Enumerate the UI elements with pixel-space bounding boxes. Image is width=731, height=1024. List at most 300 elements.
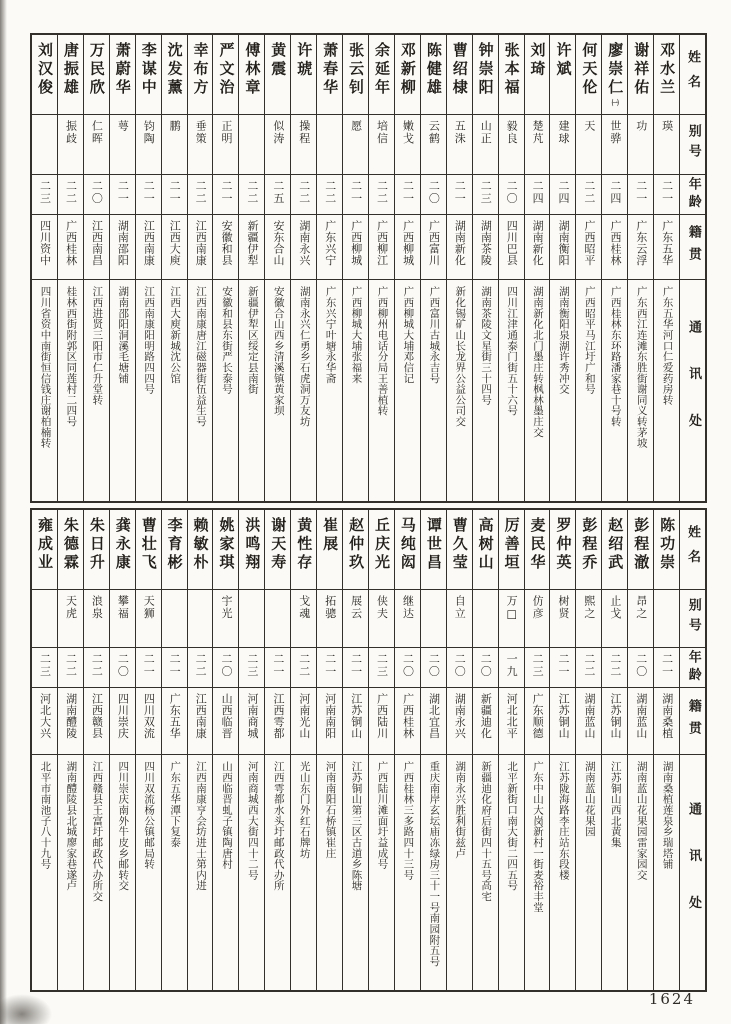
name-cell: 谭世昌 [424,517,443,572]
name-cell: 彭程乔 [580,517,599,572]
person-column [627,510,653,990]
address-cell: 四川崇庆南外牛皮乡邮转交 [110,754,135,990]
age-cell: 二〇 [213,647,238,687]
person-column [83,510,109,990]
address-cell: 湖南永兴仁勇乡石虎洞万友坊 [291,279,316,501]
address-cell: 湖南醴陵县北城廖家巷遂卢 [58,754,83,990]
native-place-cell: 新疆伊犁 [239,214,264,279]
alias-cell: 云鹤 [421,114,446,174]
alias-cell [421,589,446,647]
address-cell: 广西陆川滩面圩益成号 [369,754,394,990]
person-column [32,510,57,990]
address-cell: 广东西江连滩东胜街谢同义转茅坡 [628,279,653,501]
name-cell: 何天伦 [580,42,599,97]
age-cell: 二一 [162,647,187,687]
alias-cell: 展云 [343,589,368,647]
alias-cell [32,589,57,647]
alias-cell: 攀福 [110,589,135,647]
person-column [316,35,342,501]
age-cell: 二〇 [110,647,135,687]
alias-cell: 熙之 [576,589,601,647]
person-column [368,35,394,501]
name-footnote-mark: ㈠ [611,98,620,106]
age-cell: 二三 [525,647,550,687]
native-place-cell: 河南光山 [291,687,316,754]
person-column [238,510,264,990]
name-cell: 龚永康 [113,517,132,572]
age-cell: 二一 [136,647,161,687]
person-column [549,510,575,990]
native-place-cell: 湖北宜昌 [421,687,446,754]
alias-cell: 天 [576,114,601,174]
native-place-cell: 湖南邵阳 [110,214,135,279]
native-place-cell: 新疆迪化 [473,687,498,754]
native-place-cell: 湖南蓝山 [628,687,653,754]
native-place-cell: 江苏铜山 [343,687,368,754]
age-cell: 二一 [628,174,653,214]
alias-cell: 楚芃 [525,114,550,174]
name-cell: 赵仲玖 [347,517,366,572]
native-place-cell: 江西赣县 [84,687,109,754]
address-cell: 江西南康唐江磁器街伍益生号 [188,279,213,501]
address-cell: 广西柳州电话分局王善植转 [369,279,394,501]
person-column [161,510,187,990]
address-cell: 安徽和县东街严长泰号 [213,279,238,501]
person-column [601,35,627,501]
name-cell: 高树山 [476,517,495,572]
person-column [472,35,498,501]
native-place-cell: 湖南永兴 [447,687,472,754]
alias-cell [473,589,498,647]
address-cell: 四川双流杨公镇邮局转 [136,754,161,990]
person-column [575,35,601,501]
alias-cell: 天虎 [58,589,83,647]
address-cell: 江西大庾新城沈公馆 [162,279,187,501]
person-column [83,35,109,501]
person-column [601,510,627,990]
age-cell: 二一 [343,647,368,687]
name-cell: 许琥 [295,42,314,79]
age-cell: 二五 [265,174,290,214]
age-cell: 二一 [110,174,135,214]
person-column [342,35,368,501]
native-place-cell: 湖南永兴 [291,214,316,279]
native-place-cell: 湖南蓝山 [576,687,601,754]
name-cell: 赵绍武 [606,517,625,572]
person-column [57,510,83,990]
address-cell: 光山东门外红石牌坊 [291,754,316,990]
person-column [212,35,238,501]
name-cell: 麦民华 [528,517,547,572]
person-column [316,510,342,990]
address-cell: 广东五华河口仁爱药房转 [654,279,679,501]
row-header-age: 年龄 [680,174,705,214]
age-cell: 二〇 [473,647,498,687]
address-cell: 北平市南池子八十九号 [32,754,57,990]
address-cell: 江西南康阳明路四四号 [136,279,161,501]
age-cell: 二三 [239,647,264,687]
row-header-name: 姓名 [685,49,701,100]
age-cell: 二〇 [421,647,446,687]
age-cell: 二一 [447,174,472,214]
address-cell: 广东兴宁叶塘永华斋 [317,279,342,501]
age-cell: 二二 [317,174,342,214]
alias-cell: 万□ [499,589,524,647]
address-cell: 江西进贤三阳市仁升堂转 [84,279,109,501]
address-cell: 河南南阳石桥镇崔庄 [317,754,342,990]
native-place-cell: 四川资中 [32,214,57,279]
address-cell: 江西赣县王富圩邮政代办所交 [84,754,109,990]
age-cell: 二〇 [84,174,109,214]
alias-cell: 拓骢 [317,589,342,647]
directory-table-top [30,33,707,503]
alias-cell [188,589,213,647]
alias-cell: 萼 [110,114,135,174]
alias-cell: 戈魂 [291,589,316,647]
alias-cell: 建球 [550,114,575,174]
age-cell: 二一 [654,174,679,214]
address-cell: 广西柳城大埔邓信记 [395,279,420,501]
age-cell: 一九 [499,647,524,687]
native-place-cell: 安徽和县 [213,214,238,279]
alias-cell: 仁晖 [84,114,109,174]
header-column [679,510,705,990]
native-place-cell: 河北大兴 [32,687,57,754]
native-place-cell: 广西柳城 [343,214,368,279]
address-cell: 湖南邵阳洞溪毛塘铺 [110,279,135,501]
address-cell: 江西雩都水头圩邮政代办所 [265,754,290,990]
native-place-cell: 广西桂林 [395,687,420,754]
name-cell: 朱德霖 [61,517,80,572]
name-cell: 曹壮飞 [139,517,158,572]
native-place-cell: 河南南阳 [317,687,342,754]
address-cell: 四川江津通泰门街五十六号 [499,279,524,501]
alias-cell: 正明 [213,114,238,174]
age-cell: 二二 [188,647,213,687]
alias-cell: 自立 [447,589,472,647]
native-place-cell: 广东顺德 [525,687,550,754]
native-place-cell: 江西大庾 [162,214,187,279]
age-cell: 二二 [188,174,213,214]
alias-cell: 继达 [395,589,420,647]
native-place-cell: 广东五华 [654,214,679,279]
alias-cell: 瑛 [654,114,679,174]
native-place-cell: 江西南昌 [84,214,109,279]
name-cell: 陈健雄 [424,42,443,97]
alias-cell [265,589,290,647]
address-cell: 安徽合山西乡清溪镇黄家坝 [265,279,290,501]
address-cell: 湖南衡阳泉湖许秀冲交 [550,279,575,501]
name-cell: 罗仲英 [554,517,573,572]
address-cell: 北平新街口南大街二四五号 [499,754,524,990]
age-cell: 二一 [654,647,679,687]
name-cell: 刘汉俊 [36,42,54,97]
name-cell: 萧春华 [321,42,340,97]
person-column [161,35,187,501]
name-cell: 姚家琪 [217,517,236,572]
alias-cell: 世骅 [602,114,627,174]
name-cell: 廖崇仁 ㈠ [606,42,625,106]
row-header-native: 籍贯 [680,214,705,279]
person-column [109,35,135,501]
address-cell: 河南商城西大街四十二号 [239,754,264,990]
age-cell: 二一 [265,647,290,687]
alias-cell: 仿彦 [525,589,550,647]
person-column [135,35,161,501]
native-place-cell: 安东合山 [265,214,290,279]
native-place-cell: 广东兴宁 [317,214,342,279]
name-cell: 邓新柳 [398,42,417,97]
name-cell: 曹绍棣 [450,42,469,97]
alias-cell: 功 [628,114,653,174]
name-cell: 黄震 [269,42,288,79]
address-cell: 湖南蓝山花果园雷家园交 [628,754,653,990]
name-cell: 彭程澈 [632,517,651,572]
age-cell: 二〇 [395,647,420,687]
page-number: 1624 [648,990,695,1008]
native-place-cell: 广西富川 [421,214,446,279]
alias-cell: 垂策 [188,114,213,174]
alias-cell [654,589,679,647]
alias-cell [239,114,264,174]
name-cell: 赖敏朴 [191,517,210,572]
age-cell: 二四 [525,174,550,214]
name-cell: 黄性存 [295,517,314,572]
name-cell: 洪鸣翔 [243,517,262,572]
alias-cell: 培信 [369,114,394,174]
person-column [57,35,83,501]
name-cell: 唐振雄 [61,42,80,97]
person-column [549,35,575,501]
native-place-cell: 江苏铜山 [550,687,575,754]
name-cell: 邓水兰 [658,42,677,97]
age-cell: 二四 [550,174,575,214]
native-place-cell: 湖南醴陵 [58,687,83,754]
address-cell: 江西南康亨会坊进士第内进 [188,754,213,990]
address-cell: 新疆迪化府后街四十五号高宅 [473,754,498,990]
person-column [264,510,290,990]
address-cell: 湖南桑植莲泉乡瑞塔铺 [654,754,679,990]
name-cell: 朱日升 [87,517,106,572]
native-place-cell: 河南商城 [239,687,264,754]
alias-cell: 天狮 [136,589,161,647]
address-cell: 湖南蓝山花果园 [576,754,601,990]
person-column [472,510,498,990]
age-cell: 二二 [291,647,316,687]
person-column [524,510,550,990]
age-cell: 二二 [576,647,601,687]
age-cell: 二二 [58,647,83,687]
age-cell: 二二 [58,174,83,214]
age-cell: 二一 [317,647,342,687]
age-cell: 二二 [84,647,109,687]
alias-cell: 毅良 [499,114,524,174]
native-place-cell: 广西昭平 [576,214,601,279]
name-cell: 许斌 [554,42,573,79]
native-place-cell: 江西南康 [136,214,161,279]
address-cell: 广西富川古城永吉号 [421,279,446,501]
person-column [446,35,472,501]
address-cell: 湖南新化北门墨庄转枫林墨庄交 [525,279,550,501]
alias-cell: 嫩戈 [395,114,420,174]
person-column [264,35,290,501]
row-header-address: 通讯处 [680,754,705,990]
native-place-cell: 广东云浮 [628,214,653,279]
age-cell: 二三 [32,647,57,687]
alias-cell: 鹏 [162,114,187,174]
age-cell: 二〇 [628,647,653,687]
address-cell: 广西昭平马江圩广和号 [576,279,601,501]
age-cell: 二二 [239,174,264,214]
native-place-cell: 广西柳江 [369,214,394,279]
native-place-cell: 江苏铜山 [602,687,627,754]
person-column [627,35,653,501]
person-column [290,510,316,990]
native-place-cell: 江西南康 [188,214,213,279]
row-header-alias: 别号 [680,589,705,647]
person-column [187,510,213,990]
person-column [238,35,264,501]
name-cell: 张本福 [502,42,521,97]
row-header-name: 姓名 [685,524,701,575]
address-cell: 四川省资中南街恒信钱庄谢柏楠转 [32,279,57,501]
name-cell: 曹久莹 [450,517,469,572]
person-column [420,35,446,501]
age-cell: 二一 [550,647,575,687]
age-cell: 二一 [136,174,161,214]
person-column [498,510,524,990]
native-place-cell: 湖南桑植 [654,687,679,754]
person-column [446,510,472,990]
name-cell: 刘琦 [528,42,547,79]
address-cell: 广西桂林三多路四十三号 [395,754,420,990]
name-cell: 谢祥佑 [632,42,651,97]
name-cell: 钟崇阳 [476,42,495,97]
row-header-alias: 别号 [680,114,705,174]
name-cell: 严文治 [217,42,236,97]
name-cell: 沈发薰 [165,42,184,97]
person-column [394,510,420,990]
native-place-cell: 广西陆川 [369,687,394,754]
alias-cell [317,114,342,174]
person-column [368,510,394,990]
row-header-native: 籍贯 [680,687,705,754]
age-cell: 二一 [162,174,187,214]
native-place-cell: 四川双流 [136,687,161,754]
address-cell: 湖南永兴胜利街兹卢 [447,754,472,990]
address-cell: 新化锡矿山长龙界公益公司交 [447,279,472,501]
age-cell: 二二 [291,174,316,214]
name-cell: 李谋中 [139,42,158,97]
address-cell: 桂林西街附郭区同莲村二四号 [58,279,83,501]
name-cell: 萧蔚华 [113,42,132,97]
native-place-cell: 湖南新化 [447,214,472,279]
name-cell: 丘庆光 [372,517,391,572]
alias-cell [162,589,187,647]
alias-cell: 侠夫 [369,589,394,647]
person-column [653,510,679,990]
name-cell: 张云钊 [347,42,366,97]
alias-cell: 止戈 [602,589,627,647]
native-place-cell: 湖南新化 [525,214,550,279]
native-place-cell: 江西雩都 [265,687,290,754]
person-column [394,35,420,501]
native-place-cell: 河北北平 [499,687,524,754]
row-header-address: 通讯处 [680,279,705,501]
age-cell: 二三 [32,174,57,214]
age-cell: 二〇 [499,174,524,214]
address-cell: 广东五华潭下复泰 [162,754,187,990]
alias-cell: 钧陶 [136,114,161,174]
name-cell: 厉善垣 [502,517,521,572]
native-place-cell: 湖南茶陵 [473,214,498,279]
person-column [135,510,161,990]
address-cell: 广西桂林东环路潘家巷十号转 [602,279,627,501]
header-column [679,35,705,501]
name-cell: 万民欣 [87,42,106,97]
address-cell: 新疆伊犁区绥定县南街 [239,279,264,501]
age-cell: 二〇 [421,174,446,214]
address-cell: 江苏陇海路李庄站东段楼 [550,754,575,990]
person-column [290,35,316,501]
native-place-cell: 广西桂林 [58,214,83,279]
alias-cell: 似涛 [265,114,290,174]
person-column [187,35,213,501]
native-place-cell: 广东五华 [162,687,187,754]
alias-cell [32,114,57,174]
native-place-cell: 江西南康 [188,687,213,754]
age-cell: 二〇 [447,647,472,687]
age-cell: 二三 [473,174,498,214]
name-cell: 谢天寿 [269,517,288,572]
row-header-age: 年龄 [680,647,705,687]
address-cell: 广东中山大岗新村一街麦裕丰堂 [525,754,550,990]
name-cell: 李育彬 [165,517,184,572]
native-place-cell: 山西临晋 [213,687,238,754]
alias-cell: 昂之 [628,589,653,647]
person-column [342,510,368,990]
person-column [498,35,524,501]
address-cell: 江苏铜山第三区古道乡陈塘 [343,754,368,990]
age-cell: 二二 [576,174,601,214]
alias-cell: 振歧 [58,114,83,174]
age-cell: 二四 [602,174,627,214]
person-column [524,35,550,501]
alias-cell: 树贤 [550,589,575,647]
alias-cell: 五洙 [447,114,472,174]
address-cell: 湖南茶陵文星街三十四号 [473,279,498,501]
alias-cell: 愿 [343,114,368,174]
native-place-cell: 广西桂林 [602,214,627,279]
name-cell: 雍成业 [36,517,54,572]
person-column [32,35,57,501]
address-cell: 山西临晋虬子镇陶唐村 [213,754,238,990]
name-cell: 崔展 [321,517,340,554]
directory-table-bottom [30,508,707,992]
address-cell: 江苏铜山西北黄集 [602,754,627,990]
native-place-cell: 广西柳城 [395,214,420,279]
person-column [420,510,446,990]
name-cell: 马纯闳 [398,517,417,572]
age-cell: 二三 [369,647,394,687]
person-column [109,510,135,990]
native-place-cell: 四川崇庆 [110,687,135,754]
alias-cell: 宇光 [213,589,238,647]
age-cell: 二一 [213,174,238,214]
name-cell: 陈功崇 [658,517,677,572]
alias-cell [239,589,264,647]
person-column [653,35,679,501]
